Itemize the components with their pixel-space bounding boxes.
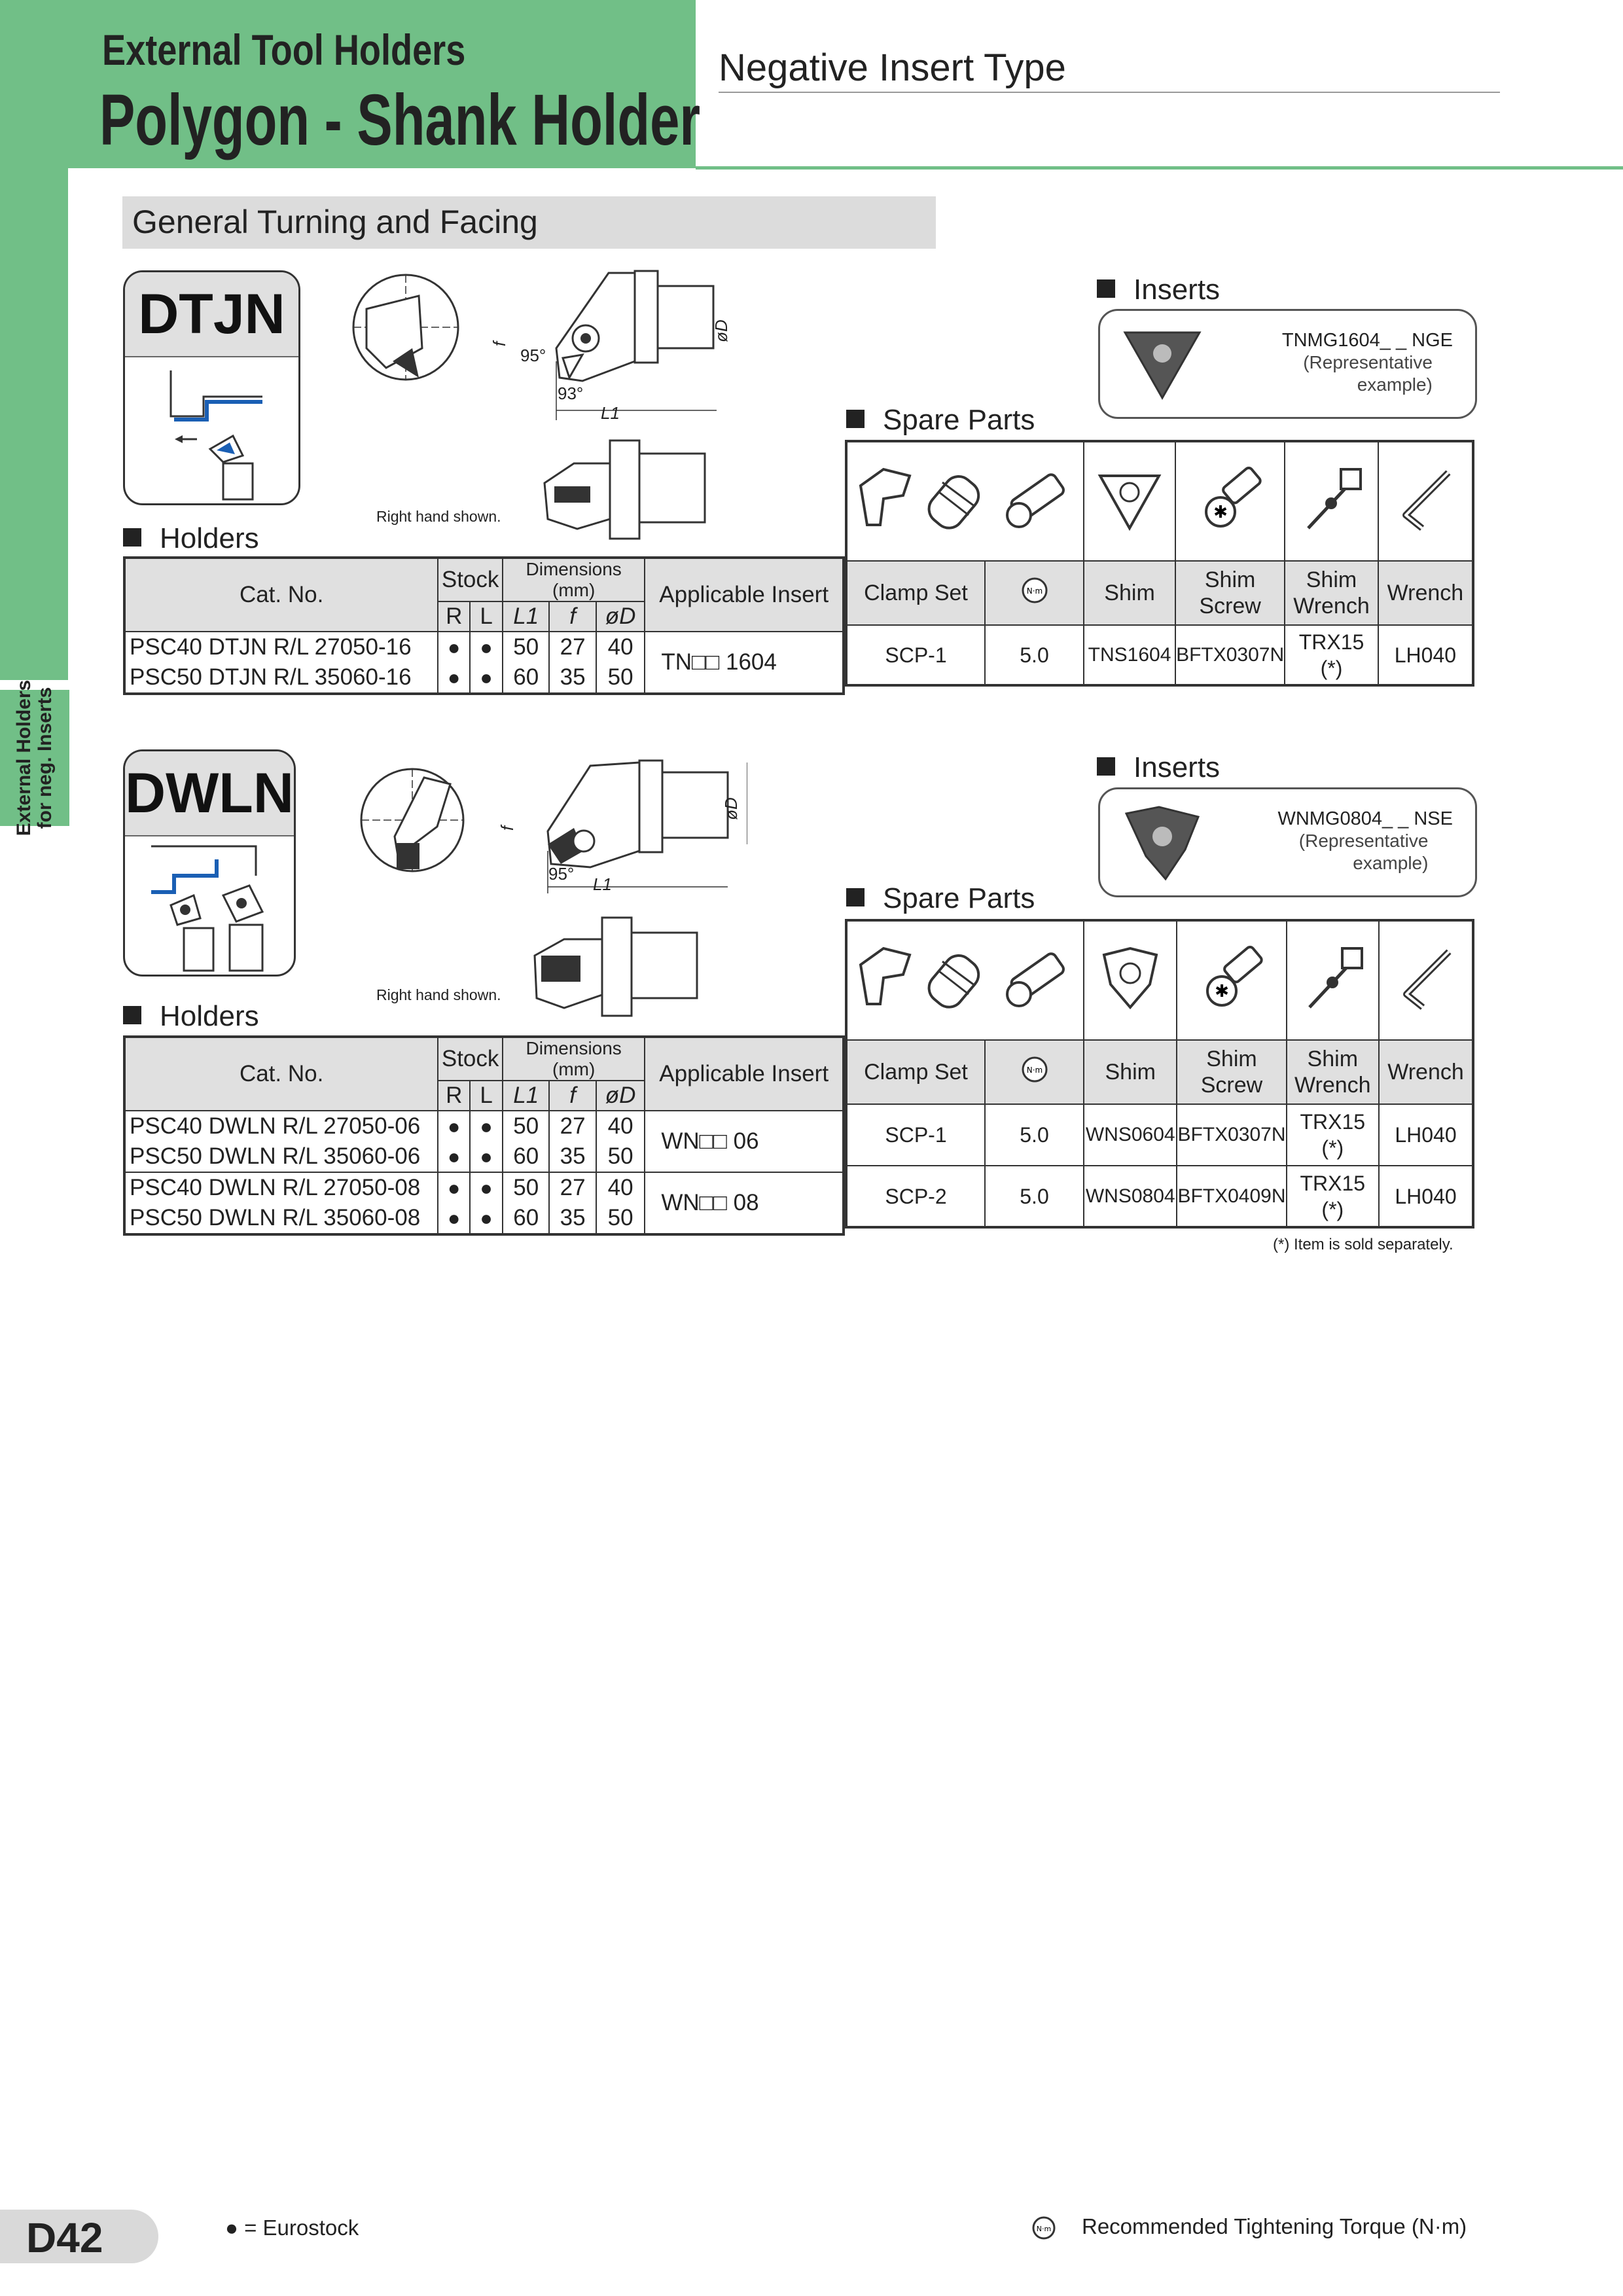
dtjn-angle-95: 95°	[520, 346, 546, 365]
dwln-insert-box[interactable]	[1098, 787, 1477, 897]
clamp-icon	[861, 948, 910, 1004]
side-tab-line1: External Holders	[13, 679, 35, 836]
applicable-insert-cell: WN□□ 08	[645, 1172, 844, 1234]
d-header: øD	[596, 1081, 645, 1111]
dwln-insert-note: (Representative example)	[1298, 831, 1429, 873]
clamp-icon	[861, 469, 910, 525]
stock-l-dot: ●	[480, 1145, 493, 1168]
stock-l-dot: ●	[480, 666, 493, 689]
shim-screw-header: Shim Screw	[1175, 561, 1285, 625]
page-title: Polygon - Shank Holder	[99, 80, 701, 160]
dwln-angle-95: 95°	[548, 864, 575, 884]
shim-screw-icon	[1177, 920, 1286, 1040]
footer-torque-icon-text: N·m	[1036, 2225, 1052, 2233]
shim-cell: WNS0804	[1084, 1166, 1177, 1227]
shim-wrench-cell: TRX15 (*)	[1287, 1104, 1380, 1166]
dtjn-approach-diagram	[125, 357, 298, 505]
cat-no-header: Cat. No.	[124, 1037, 438, 1111]
dtjn-spare-label: Spare Parts	[883, 404, 1035, 436]
f-cell: 35	[560, 1143, 586, 1169]
dtjn-right-hand-note: Right hand shown.	[376, 508, 501, 525]
dtjn-spare-table	[845, 440, 1474, 687]
clamp-set-cell: SCP-1	[846, 625, 985, 685]
cat-no-cell: PSC40 DWLN R/L 27050-06	[130, 1113, 421, 1139]
dwln-f-label: f	[497, 825, 518, 831]
triangle-shim-icon	[1084, 441, 1175, 561]
dtjn-insert-box[interactable]	[1098, 309, 1477, 419]
wrench-cell: LH040	[1379, 1166, 1473, 1227]
footnote: (*) Item is sold separately.	[1273, 1236, 1454, 1253]
shim-cell: WNS0604	[1084, 1104, 1177, 1166]
stock-r-dot: ●	[448, 666, 461, 689]
cat-no-cell: PSC50 DWLN R/L 35060-06	[130, 1143, 421, 1169]
dtjn-detail-circle	[347, 270, 465, 387]
applicable-header: Applicable Insert	[645, 558, 844, 632]
dims-header: Dimensions (mm)	[503, 1037, 645, 1081]
cat-no-cell: PSC50 DTJN R/L 35060-16	[130, 664, 412, 690]
hex-wrench-icon	[1379, 920, 1473, 1040]
dtjn-holders-label: Holders	[160, 522, 259, 554]
stock-l-dot: ●	[480, 636, 493, 659]
stock-header: Stock	[438, 1037, 503, 1081]
dtjn-angle-93: 93°	[558, 384, 584, 403]
table-row[interactable]	[846, 625, 1473, 685]
dwln-inserts-heading	[1097, 751, 1220, 784]
dwln-inserts-label: Inserts	[1133, 751, 1221, 783]
torque-icon-text: N·m	[1026, 1065, 1043, 1075]
cat-no-cell: PSC40 DTJN R/L 27050-16	[130, 634, 412, 660]
table-row[interactable]	[124, 1111, 844, 1172]
wrench-cell: LH040	[1378, 625, 1473, 685]
wrench-header: Wrench	[1379, 1040, 1473, 1104]
dtjn-f-label: f	[490, 341, 510, 347]
header-rule	[696, 166, 1623, 170]
dtjn-insert-name: TNMG1604_ _ NGE	[1281, 330, 1453, 351]
cat-no-header: Cat. No.	[124, 558, 438, 632]
dtjn-insert-note: (Representative example)	[1303, 352, 1433, 395]
wrench-header: Wrench	[1378, 561, 1473, 625]
section-heading-text: General Turning and Facing	[132, 204, 538, 240]
clamp-set-cell: SCP-2	[846, 1166, 985, 1227]
dwln-code: DWLN	[125, 751, 294, 836]
stock-r-dot: ●	[448, 1145, 461, 1168]
page-subtitle: Negative Insert Type	[719, 46, 1066, 89]
clamp-screw-icon	[1007, 473, 1065, 527]
subtitle-rule	[719, 92, 1500, 93]
shim-header: Shim	[1084, 561, 1175, 625]
dwln-right-hand-note: Right hand shown.	[376, 986, 501, 1003]
svg-text:✱: ✱	[1215, 981, 1229, 1001]
clamp-set-icons	[846, 441, 1084, 561]
dwln-detail-circle	[359, 764, 470, 879]
l1-header: L1	[503, 601, 549, 632]
dtjn-spare-heading	[846, 404, 1035, 437]
shim-wrench-icon	[1287, 920, 1380, 1040]
clamp-set-cell: SCP-1	[846, 1104, 985, 1166]
shim-wrench-cell: TRX15 (*)	[1287, 1166, 1380, 1227]
l-header: L	[470, 1081, 503, 1111]
dtjn-side-view	[538, 437, 721, 542]
dtjn-insert-image	[1120, 327, 1205, 403]
shim-screw-cell: BFTX0307N	[1177, 1104, 1286, 1166]
stock-l-dot: ●	[480, 1115, 493, 1138]
d-cell: 40	[607, 1113, 633, 1139]
side-tab-label	[14, 680, 56, 836]
applicable-insert-cell: TN□□ 1604	[645, 632, 844, 694]
stock-l-dot: ●	[480, 1206, 493, 1230]
side-band	[0, 168, 68, 680]
l1-cell: 50	[513, 1113, 539, 1139]
wrench-cell: LH040	[1379, 1104, 1473, 1166]
f-cell: 27	[560, 634, 586, 660]
dtjn-inserts-heading	[1097, 274, 1220, 306]
applicable-insert-cell: WN□□ 06	[645, 1111, 844, 1172]
table-row[interactable]	[124, 1172, 844, 1234]
r-header: R	[438, 601, 470, 632]
dtjn-holders-heading	[123, 522, 259, 555]
d-header: øD	[596, 601, 645, 632]
f-cell: 27	[560, 1175, 586, 1200]
stock-header: Stock	[438, 558, 503, 601]
dtjn-code: DTJN	[125, 272, 298, 357]
shim-screw-cell: BFTX0307N	[1175, 625, 1285, 685]
torque-icon	[1031, 2215, 1057, 2241]
f-cell: 27	[560, 1113, 586, 1139]
l1-cell: 50	[513, 634, 539, 660]
trigon-shim-icon	[1084, 920, 1177, 1040]
f-cell: 35	[560, 664, 586, 690]
l1-cell: 60	[513, 1143, 539, 1169]
cat-no-cell: PSC50 DWLN R/L 35060-08	[130, 1205, 421, 1230]
page-number-badge	[0, 2210, 158, 2263]
dwln-side-view	[531, 916, 702, 1021]
stock-r-dot: ●	[448, 1206, 461, 1230]
hex-wrench-icon	[1378, 441, 1473, 561]
clamp-set-header: Clamp Set	[846, 1040, 985, 1104]
dwln-holder-drawing	[512, 753, 747, 900]
dtjn-holders-table	[123, 556, 845, 695]
shim-wrench-header: Shim Wrench	[1287, 1040, 1380, 1104]
dwln-l1-label: L1	[593, 874, 612, 894]
torque-legend: Recommended Tightening Torque (N·m)	[1082, 2214, 1467, 2238]
page-number: D42	[26, 2214, 103, 2261]
d-cell: 40	[607, 1175, 633, 1200]
svg-text:✱: ✱	[1213, 502, 1228, 522]
d-cell: 50	[607, 1205, 633, 1230]
shim-wrench-cell: TRX15 (*)	[1285, 625, 1378, 685]
f-header: f	[549, 1081, 596, 1111]
dwln-spare-label: Spare Parts	[883, 882, 1035, 914]
dtjn-badge	[123, 270, 300, 505]
cat-no-cell: PSC40 DWLN R/L 27050-08	[130, 1175, 421, 1200]
table-row[interactable]	[124, 632, 844, 694]
clamp-screw-icon	[1007, 952, 1065, 1006]
f-header: f	[549, 601, 596, 632]
d-cell: 40	[607, 634, 633, 660]
dwln-insert-name: WNMG0804_ _ NSE	[1277, 808, 1453, 829]
torque-icon	[985, 1040, 1084, 1104]
dims-header: Dimensions (mm)	[503, 558, 645, 601]
l1-cell: 50	[513, 1175, 539, 1200]
dwln-insert-image	[1120, 804, 1205, 882]
l1-cell: 60	[513, 664, 539, 690]
dwln-badge	[123, 749, 296, 977]
dwln-d-label: øD	[721, 797, 741, 820]
category-title: External Tool Holders	[102, 26, 466, 74]
shim-screw-header: Shim Screw	[1177, 1040, 1286, 1104]
spring-icon	[923, 950, 985, 1013]
shim-cell: TNS1604	[1084, 625, 1175, 685]
torque-icon	[985, 561, 1084, 625]
stock-l-dot: ●	[480, 1176, 493, 1200]
dtjn-inserts-label: Inserts	[1133, 274, 1221, 306]
shim-wrench-icon	[1285, 441, 1378, 561]
shim-screw-icon	[1175, 441, 1285, 561]
torque-icon-text: N·m	[1026, 586, 1043, 596]
stock-r-dot: ●	[448, 636, 461, 659]
clamp-set-header: Clamp Set	[846, 561, 985, 625]
stock-r-dot: ●	[448, 1115, 461, 1138]
shim-screw-cell: BFTX0409N	[1177, 1166, 1286, 1227]
table-row[interactable]	[846, 1104, 1473, 1166]
stock-r-dot: ●	[448, 1176, 461, 1200]
r-header: R	[438, 1081, 470, 1111]
dwln-holders-heading	[123, 1000, 259, 1033]
d-cell: 50	[607, 1143, 633, 1169]
d-cell: 50	[607, 664, 633, 690]
shim-wrench-header: Shim Wrench	[1285, 561, 1378, 625]
side-tab-line2: for neg. Inserts	[34, 687, 56, 829]
applicable-header: Applicable Insert	[645, 1037, 844, 1111]
dtjn-l1-label: L1	[601, 403, 620, 423]
spring-icon	[923, 471, 985, 534]
dwln-approach-diagram	[125, 836, 294, 976]
dwln-holders-table	[123, 1035, 845, 1236]
section-heading	[122, 196, 936, 249]
clamp-set-icons	[846, 920, 1084, 1040]
dtjn-d-label: øD	[711, 319, 731, 342]
torque-cell: 5.0	[985, 625, 1084, 685]
dwln-spare-heading	[846, 882, 1035, 915]
l1-header: L1	[503, 1081, 549, 1111]
torque-cell: 5.0	[985, 1104, 1084, 1166]
dwln-spare-table	[845, 919, 1474, 1229]
table-row[interactable]	[846, 1166, 1473, 1227]
eurostock-legend: ● = Eurostock	[225, 2215, 359, 2240]
shim-header: Shim	[1084, 1040, 1177, 1104]
l-header: L	[470, 601, 503, 632]
f-cell: 35	[560, 1205, 586, 1230]
l1-cell: 60	[513, 1205, 539, 1230]
dwln-holders-label: Holders	[160, 1000, 259, 1032]
torque-cell: 5.0	[985, 1166, 1084, 1227]
